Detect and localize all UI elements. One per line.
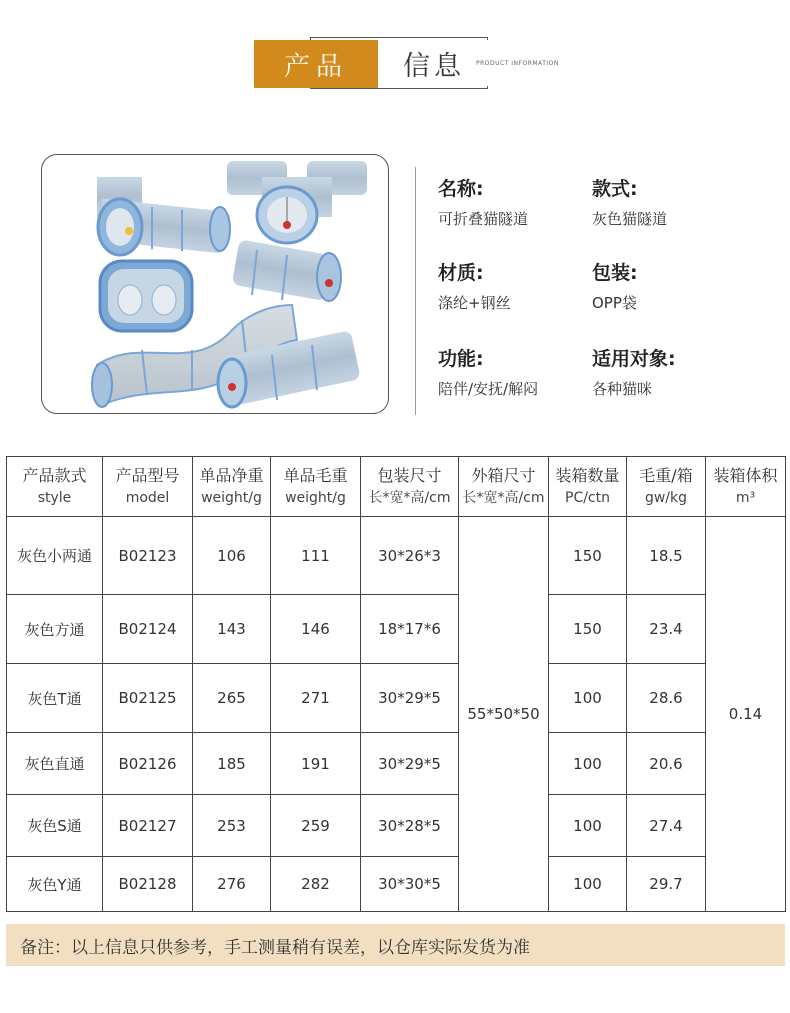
cell-carton-weight: 28.6 — [627, 664, 706, 733]
attr-target-value: 各种猫咪 — [592, 380, 653, 398]
cell-volume: 0.14 — [706, 517, 786, 912]
table-row — [7, 733, 786, 795]
attr-function-value: 陪伴/安抚/解闷 — [438, 380, 539, 398]
table-row — [7, 857, 786, 912]
header-cell-volume: 装箱体积 m³ — [706, 457, 786, 517]
cell-quantity: 150 — [549, 517, 627, 595]
attr-material-label: 材质: — [438, 262, 484, 284]
cell-package-size: 30*26*3 — [361, 517, 459, 595]
table-row — [7, 664, 786, 733]
cell-style: 灰色Y通 — [7, 857, 103, 912]
header-cell-carton-weight: 毛重/箱 gw/kg — [627, 457, 706, 517]
attr-material-value: 涤纶+钢丝 — [438, 294, 511, 312]
attr-target-label: 适用对象: — [592, 348, 676, 370]
cell-model: B02126 — [103, 733, 193, 795]
cell-quantity: 100 — [549, 733, 627, 795]
attr-function-label: 功能: — [438, 348, 484, 370]
cell-model: B02128 — [103, 857, 193, 912]
spec-table — [6, 456, 785, 911]
cell-package-size: 30*29*5 — [361, 733, 459, 795]
cell-carton-weight: 29.7 — [627, 857, 706, 912]
cell-carton-weight: 23.4 — [627, 595, 706, 664]
cell-model: B02125 — [103, 664, 193, 733]
section-header — [0, 0, 790, 110]
cell-gross-weight: 191 — [271, 733, 361, 795]
cell-net-weight: 276 — [193, 857, 271, 912]
cell-net-weight: 143 — [193, 595, 271, 664]
header-cell-package-size: 包装尺寸 长*宽*高/cm — [361, 457, 459, 517]
product-image — [41, 154, 389, 414]
y-tunnel — [227, 161, 367, 243]
cell-gross-weight: 111 — [271, 517, 361, 595]
table-row — [7, 517, 786, 595]
header-title-left: 产品 — [254, 40, 378, 88]
cell-style: 灰色S通 — [7, 795, 103, 857]
cell-quantity: 100 — [549, 795, 627, 857]
cell-model: B02124 — [103, 595, 193, 664]
disclaimer-note: 备注：以上信息只供参考，手工测量稍有误差，以仓库实际发货为准 — [6, 924, 785, 966]
header-cell-quantity: 装箱数量 PC/ctn — [549, 457, 627, 517]
cell-net-weight: 185 — [193, 733, 271, 795]
cell-quantity: 100 — [549, 664, 627, 733]
attr-package-label: 包装: — [592, 262, 638, 284]
cat-tunnel-illustration — [42, 155, 389, 414]
header-cell-net-weight: 单品净重 weight/g — [193, 457, 271, 517]
attr-style-value: 灰色猫隧道 — [592, 210, 668, 228]
attr-package-value: OPP袋 — [592, 294, 637, 312]
header-title-right: 信息 — [380, 40, 488, 86]
cell-net-weight: 106 — [193, 517, 271, 595]
attr-name-value: 可折叠猫隧道 — [438, 210, 529, 228]
cell-package-size: 18*17*6 — [361, 595, 459, 664]
cell-quantity: 100 — [549, 857, 627, 912]
table-header-row — [7, 457, 786, 517]
attr-name-label: 名称: — [438, 178, 484, 200]
cell-carton-weight: 27.4 — [627, 795, 706, 857]
header-cell-gross-weight: 单品毛重 weight/g — [271, 457, 361, 517]
t-tunnel — [97, 177, 230, 255]
header-cell-model: 产品型号 model — [103, 457, 193, 517]
cell-style: 灰色直通 — [7, 733, 103, 795]
cell-net-weight: 265 — [193, 664, 271, 733]
vertical-divider — [415, 167, 416, 415]
straight-tunnel — [232, 239, 341, 301]
cell-package-size: 30*29*5 — [361, 664, 459, 733]
cell-gross-weight: 146 — [271, 595, 361, 664]
cell-quantity: 150 — [549, 595, 627, 664]
table-row — [7, 795, 786, 857]
attr-style-label: 款式: — [592, 178, 638, 200]
cell-style: 灰色小两通 — [7, 517, 103, 595]
table-row — [7, 595, 786, 664]
cell-gross-weight: 271 — [271, 664, 361, 733]
cell-style: 灰色T通 — [7, 664, 103, 733]
cell-carton-size: 55*50*50 — [459, 517, 549, 912]
cell-gross-weight: 282 — [271, 857, 361, 912]
cell-package-size: 30*30*5 — [361, 857, 459, 912]
cell-gross-weight: 259 — [271, 795, 361, 857]
header-cell-style: 产品款式 style — [7, 457, 103, 517]
cell-model: B02127 — [103, 795, 193, 857]
cube-tunnel — [100, 261, 192, 331]
header-subtitle: PRODUCT INFORMATION — [476, 60, 559, 67]
cell-carton-weight: 18.5 — [627, 517, 706, 595]
cell-carton-weight: 20.6 — [627, 733, 706, 795]
cell-package-size: 30*28*5 — [361, 795, 459, 857]
cell-net-weight: 253 — [193, 795, 271, 857]
cell-model: B02123 — [103, 517, 193, 595]
header-cell-carton-size: 外箱尺寸 长*宽*高/cm — [459, 457, 549, 517]
cell-style: 灰色方通 — [7, 595, 103, 664]
